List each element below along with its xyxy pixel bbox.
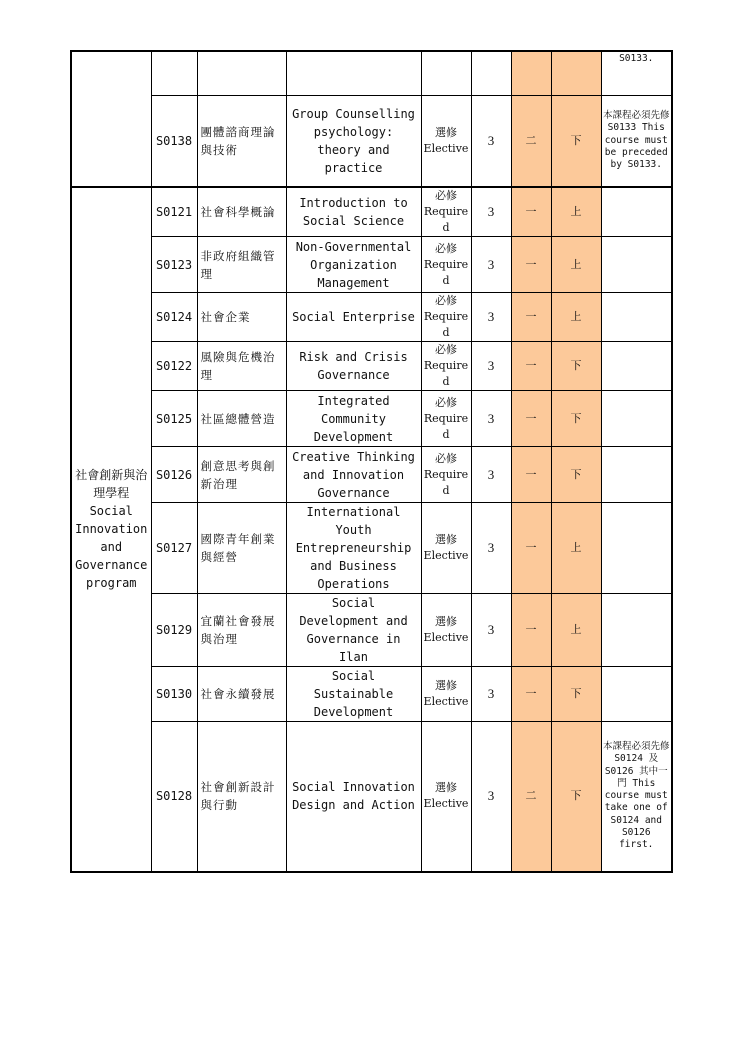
course-code: [151, 51, 197, 95]
course-name-zh: [197, 51, 286, 95]
course-name-en: Social Development and Governance in Ilan: [286, 594, 421, 667]
course-semester: 下: [551, 667, 601, 722]
course-year: 一: [511, 293, 551, 342]
course-code: S0125: [151, 391, 197, 447]
course-semester: 上: [551, 237, 601, 293]
course-code: S0127: [151, 503, 197, 594]
course-year: 一: [511, 503, 551, 594]
course-credits: 3: [471, 447, 511, 503]
course-name-en: Integrated Community Development: [286, 391, 421, 447]
course-type: 選修 Elective: [421, 722, 471, 872]
course-name-en: Social Sustainable Development: [286, 667, 421, 722]
course-year: 二: [511, 95, 551, 187]
course-note: 本課程必須先修 S0133 This course must be preceded by S0133.: [601, 95, 672, 187]
course-code: S0126: [151, 447, 197, 503]
course-name-zh: 宜蘭社會發展與治理: [197, 594, 286, 667]
course-name-zh: 團體諮商理論與技術: [197, 95, 286, 187]
course-year: 一: [511, 594, 551, 667]
table-row: [71, 342, 672, 391]
course-note: [601, 447, 672, 503]
course-name-zh: 社區總體營造: [197, 391, 286, 447]
course-type: 選修 Elective: [421, 95, 471, 187]
program-name: [71, 187, 151, 872]
course-code: S0128: [151, 722, 197, 872]
course-name-en: Social Enterprise: [286, 293, 421, 342]
table-row: [71, 237, 672, 293]
course-year: 一: [511, 447, 551, 503]
course-name-en: [286, 51, 421, 95]
course-year: 一: [511, 187, 551, 237]
program-cell-blank: [71, 51, 151, 187]
course-year: 一: [511, 667, 551, 722]
course-name-zh: 社會永續發展: [197, 667, 286, 722]
course-credits: 3: [471, 237, 511, 293]
course-note: S0133.: [601, 51, 672, 95]
table-row: [71, 95, 672, 187]
course-year: 一: [511, 342, 551, 391]
course-note: [601, 503, 672, 594]
table-row: [71, 391, 672, 447]
course-semester: 下: [551, 95, 601, 187]
course-semester: 上: [551, 293, 601, 342]
course-type: 選修 Elective: [421, 594, 471, 667]
course-type: 選修 Elective: [421, 503, 471, 594]
course-type: 選修 Elective: [421, 667, 471, 722]
course-note: 本課程必須先修 S0124 及 S0126 其中一門 This course must take one of S0124 and S0126 first.: [601, 722, 672, 872]
course-note: [601, 391, 672, 447]
course-name-en: Group Counselling psychology: theory and practice: [286, 95, 421, 187]
course-semester: 上: [551, 594, 601, 667]
program-name-en: Social Innovation and Governance program: [75, 504, 148, 591]
table-row: [71, 594, 672, 667]
course-code: S0123: [151, 237, 197, 293]
course-name-en: Introduction to Social Science: [286, 187, 421, 237]
course-name-zh: 非政府組織管理: [197, 237, 286, 293]
course-type: 必修 Required: [421, 391, 471, 447]
course-note: [601, 187, 672, 237]
course-name-zh: 國際青年創業與經營: [197, 503, 286, 594]
course-year: 一: [511, 237, 551, 293]
course-semester: 上: [551, 503, 601, 594]
course-type: 必修 Required: [421, 342, 471, 391]
course-type: [421, 51, 471, 95]
table-row: [71, 187, 672, 237]
course-credits: 3: [471, 594, 511, 667]
course-credits: 3: [471, 342, 511, 391]
course-semester: 上: [551, 187, 601, 237]
course-type: 必修 Required: [421, 293, 471, 342]
course-name-zh: 社會科學概論: [197, 187, 286, 237]
course-note: [601, 293, 672, 342]
course-credits: 3: [471, 503, 511, 594]
table-row: [71, 51, 672, 95]
course-name-zh: 風險與危機治理: [197, 342, 286, 391]
course-code: S0121: [151, 187, 197, 237]
course-type: 必修 Required: [421, 187, 471, 237]
course-credits: [471, 51, 511, 95]
course-credits: 3: [471, 95, 511, 187]
course-note: [601, 237, 672, 293]
course-credits: 3: [471, 722, 511, 872]
course-name-en: Non-Governmental Organization Management: [286, 237, 421, 293]
course-semester: [551, 51, 601, 95]
course-name-zh: 社會企業: [197, 293, 286, 342]
course-semester: 下: [551, 391, 601, 447]
course-name-en: International Youth Entrepreneurship and Business Operations: [286, 503, 421, 594]
course-credits: 3: [471, 293, 511, 342]
course-year: [511, 51, 551, 95]
table-row: [71, 447, 672, 503]
course-name-zh: 創意思考與創新治理: [197, 447, 286, 503]
course-code: S0122: [151, 342, 197, 391]
course-name-en: Risk and Crisis Governance: [286, 342, 421, 391]
course-table: [70, 50, 673, 873]
table-row: [71, 503, 672, 594]
course-note: [601, 667, 672, 722]
course-note: [601, 342, 672, 391]
course-credits: 3: [471, 391, 511, 447]
course-name-zh: 社會創新設計與行動: [197, 722, 286, 872]
course-type: 必修 Required: [421, 447, 471, 503]
course-name-en: Social Innovation Design and Action: [286, 722, 421, 872]
course-semester: 下: [551, 722, 601, 872]
course-code: S0130: [151, 667, 197, 722]
course-code: S0138: [151, 95, 197, 187]
course-code: S0124: [151, 293, 197, 342]
course-year: 二: [511, 722, 551, 872]
course-semester: 下: [551, 447, 601, 503]
course-type: 必修 Required: [421, 237, 471, 293]
course-year: 一: [511, 391, 551, 447]
program-name-zh: 社會創新與治理學程: [75, 468, 148, 501]
table-row: [71, 667, 672, 722]
course-code: S0129: [151, 594, 197, 667]
course-note: [601, 594, 672, 667]
table-row: [71, 293, 672, 342]
course-credits: 3: [471, 667, 511, 722]
course-name-en: Creative Thinking and Innovation Governance: [286, 447, 421, 503]
table-row: [71, 722, 672, 872]
course-credits: 3: [471, 187, 511, 237]
course-semester: 下: [551, 342, 601, 391]
